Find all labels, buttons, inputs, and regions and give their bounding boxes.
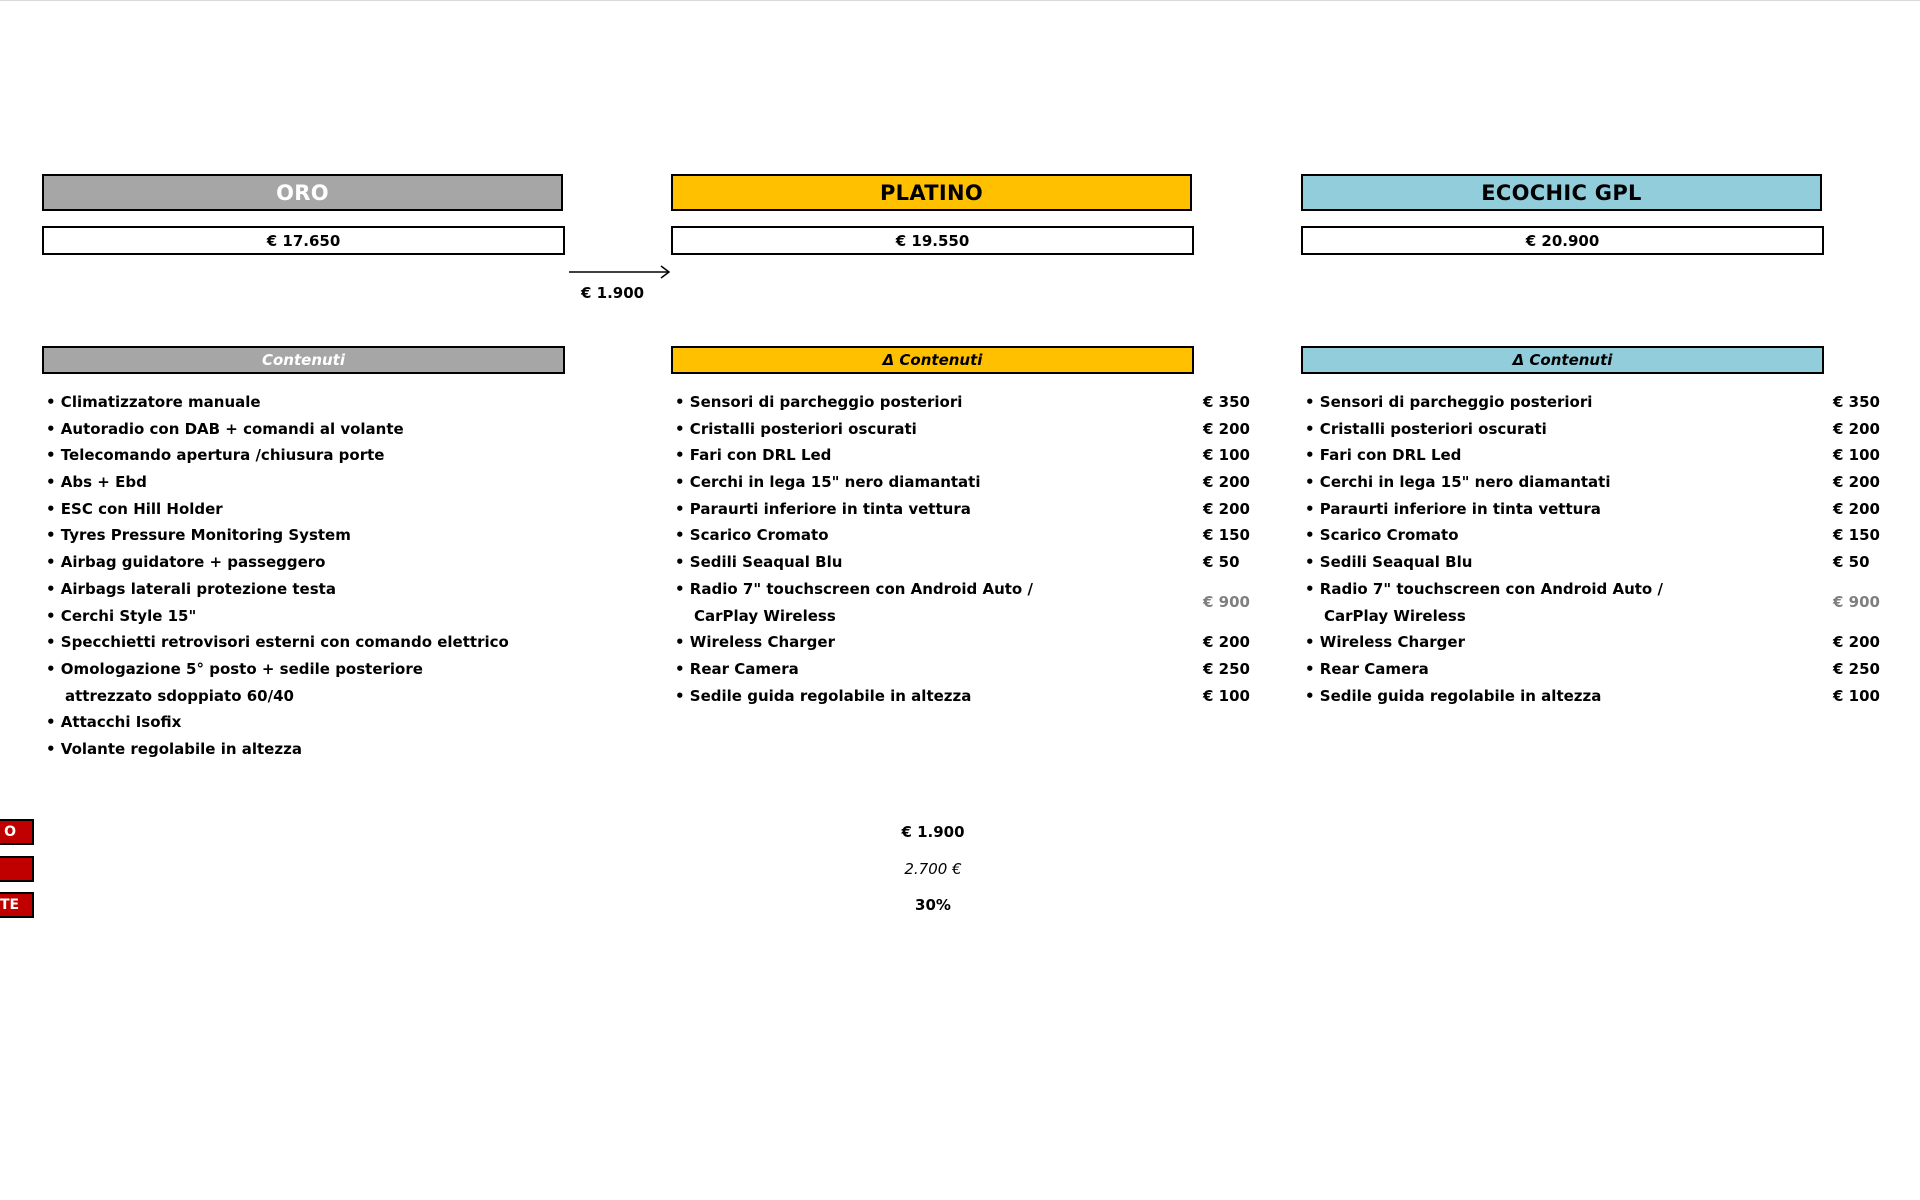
feature-list-oro <box>46 389 509 763</box>
feature-value: € 250 <box>1833 659 1880 678</box>
feature-item <box>46 736 509 763</box>
feature-item <box>1305 496 1880 523</box>
feature-item <box>675 522 1250 549</box>
feature-label: • Airbags laterali protezione testa <box>46 579 336 598</box>
feature-label: • Paraurti inferiore in tinta vettura <box>675 499 971 518</box>
feature-item <box>1305 683 1880 710</box>
feature-item <box>46 496 509 523</box>
feature-item <box>675 629 1250 656</box>
top-border-line <box>0 0 1920 1</box>
feature-label: • Sedili Seaqual Blu <box>675 553 843 572</box>
feature-label: • Telecomando apertura /chiusura porte <box>46 446 385 465</box>
step-price-difference: € 1.900 <box>581 284 645 302</box>
feature-label: • Rear Camera <box>675 659 799 678</box>
feature-item <box>46 549 509 576</box>
feature-label-continued: CarPlay Wireless <box>694 606 836 625</box>
side-tab-2 <box>0 856 34 882</box>
feature-label: • Scarico Cromato <box>675 526 829 545</box>
feature-item <box>675 469 1250 496</box>
feature-item <box>46 522 509 549</box>
feature-value: € 350 <box>1203 393 1250 411</box>
arrow-right-icon <box>569 262 672 282</box>
side-tab-1: O <box>0 819 34 845</box>
feature-item <box>1305 442 1880 469</box>
feature-value: € 100 <box>1833 686 1880 705</box>
feature-item <box>1305 656 1880 683</box>
feature-value: € 200 <box>1203 633 1250 652</box>
feature-item <box>46 469 509 496</box>
feature-label: • Attacchi Isofix <box>46 713 182 732</box>
feature-item <box>675 442 1250 469</box>
feature-item <box>46 603 509 630</box>
feature-value: € 200 <box>1833 633 1880 652</box>
feature-label: • Tyres Pressure Monitoring System <box>46 526 351 545</box>
feature-label: • Wireless Charger <box>1305 633 1465 652</box>
feature-value: € 350 <box>1833 393 1880 411</box>
feature-label: • Cristalli posteriori oscurati <box>675 419 917 438</box>
feature-value: € 900 <box>1833 592 1880 611</box>
section-header-oro: Contenuti <box>42 346 565 374</box>
feature-label: • Paraurti inferiore in tinta vettura <box>1305 499 1601 518</box>
feature-label: • ESC con Hill Holder <box>46 499 223 518</box>
summary-percent: 30% <box>915 896 951 914</box>
feature-item <box>675 389 1250 416</box>
feature-value: € 250 <box>1203 659 1250 678</box>
feature-list-ecochic <box>1305 389 1880 709</box>
feature-value: € 150 <box>1203 526 1250 545</box>
feature-label: • Radio 7" touchscreen con Android Auto / <box>1305 579 1663 598</box>
feature-label: • Airbag guidatore + passeggero <box>46 553 326 572</box>
feature-label: • Cerchi in lega 15" nero diamantati <box>675 473 981 492</box>
feature-item <box>675 576 1250 629</box>
feature-label: • Radio 7" touchscreen con Android Auto / <box>675 579 1033 598</box>
feature-list-platino <box>675 389 1250 709</box>
feature-value: € 200 <box>1203 473 1250 492</box>
feature-item <box>1305 522 1880 549</box>
feature-label: • Specchietti retrovisori esterni con comando elettrico <box>46 633 509 652</box>
section-header-platino: Δ Contenuti <box>671 346 1194 374</box>
summary-delta-price: € 1.900 <box>901 823 965 841</box>
feature-value: € 200 <box>1833 499 1880 518</box>
feature-label: • Omologazione 5° posto + sedile posteriore <box>46 659 423 678</box>
feature-item <box>675 496 1250 523</box>
feature-label: • Autoradio con DAB + comandi al volante <box>46 419 404 438</box>
feature-label: • Scarico Cromato <box>1305 526 1459 545</box>
feature-label: • Sedile guida regolabile in altezza <box>1305 686 1602 705</box>
feature-label: • Volante regolabile in altezza <box>46 739 302 758</box>
section-header-ecochic: Δ Contenuti <box>1301 346 1824 374</box>
feature-value: € 50 <box>1833 553 1870 572</box>
feature-item <box>1305 416 1880 443</box>
trim-price-oro: € 17.650 <box>42 226 565 255</box>
feature-label: • Sedile guida regolabile in altezza <box>675 686 972 705</box>
feature-label: • Sedili Seaqual Blu <box>1305 553 1473 572</box>
feature-label-continued: CarPlay Wireless <box>1324 606 1466 625</box>
feature-label: • Climatizzatore manuale <box>46 393 261 411</box>
feature-label: • Cerchi in lega 15" nero diamantati <box>1305 473 1611 492</box>
feature-label: • Abs + Ebd <box>46 473 147 492</box>
trim-title-oro: ORO <box>42 174 563 211</box>
feature-item <box>675 656 1250 683</box>
feature-label: • Wireless Charger <box>675 633 835 652</box>
feature-value: € 200 <box>1833 473 1880 492</box>
trim-title-ecochic: ECOCHIC GPL <box>1301 174 1822 211</box>
summary-content-value: 2.700 € <box>904 860 962 878</box>
feature-label: • Fari con DRL Led <box>1305 446 1462 465</box>
feature-item <box>1305 576 1880 629</box>
trim-title-platino: PLATINO <box>671 174 1192 211</box>
feature-item <box>46 709 509 736</box>
feature-item <box>46 656 509 709</box>
feature-value: € 200 <box>1203 419 1250 438</box>
feature-item <box>46 576 509 603</box>
feature-label: • Fari con DRL Led <box>675 446 832 465</box>
feature-item <box>1305 469 1880 496</box>
side-tab-3: TE <box>0 892 34 918</box>
feature-label: • Sensori di parcheggio posteriori <box>675 393 963 411</box>
feature-item <box>1305 389 1880 416</box>
feature-item <box>675 416 1250 443</box>
feature-value: € 100 <box>1203 686 1250 705</box>
feature-value: € 200 <box>1833 419 1880 438</box>
feature-label: • Cristalli posteriori oscurati <box>1305 419 1547 438</box>
feature-label: • Rear Camera <box>1305 659 1429 678</box>
feature-label: • Sensori di parcheggio posteriori <box>1305 393 1593 411</box>
feature-item <box>46 442 509 469</box>
feature-value: € 100 <box>1203 446 1250 465</box>
feature-item <box>46 629 509 656</box>
feature-item <box>675 683 1250 710</box>
feature-label-continued: attrezzato sdoppiato 60/40 <box>65 686 294 705</box>
feature-value: € 200 <box>1203 499 1250 518</box>
feature-value: € 100 <box>1833 446 1880 465</box>
trim-price-platino: € 19.550 <box>671 226 1194 255</box>
feature-item <box>1305 549 1870 576</box>
trim-price-ecochic: € 20.900 <box>1301 226 1824 255</box>
feature-item <box>46 389 509 416</box>
feature-item <box>1305 629 1880 656</box>
feature-item <box>675 549 1240 576</box>
feature-value: € 900 <box>1203 592 1250 611</box>
feature-label: • Cerchi Style 15" <box>46 606 197 625</box>
feature-item <box>46 416 509 443</box>
feature-value: € 150 <box>1833 526 1880 545</box>
feature-value: € 50 <box>1203 553 1240 572</box>
